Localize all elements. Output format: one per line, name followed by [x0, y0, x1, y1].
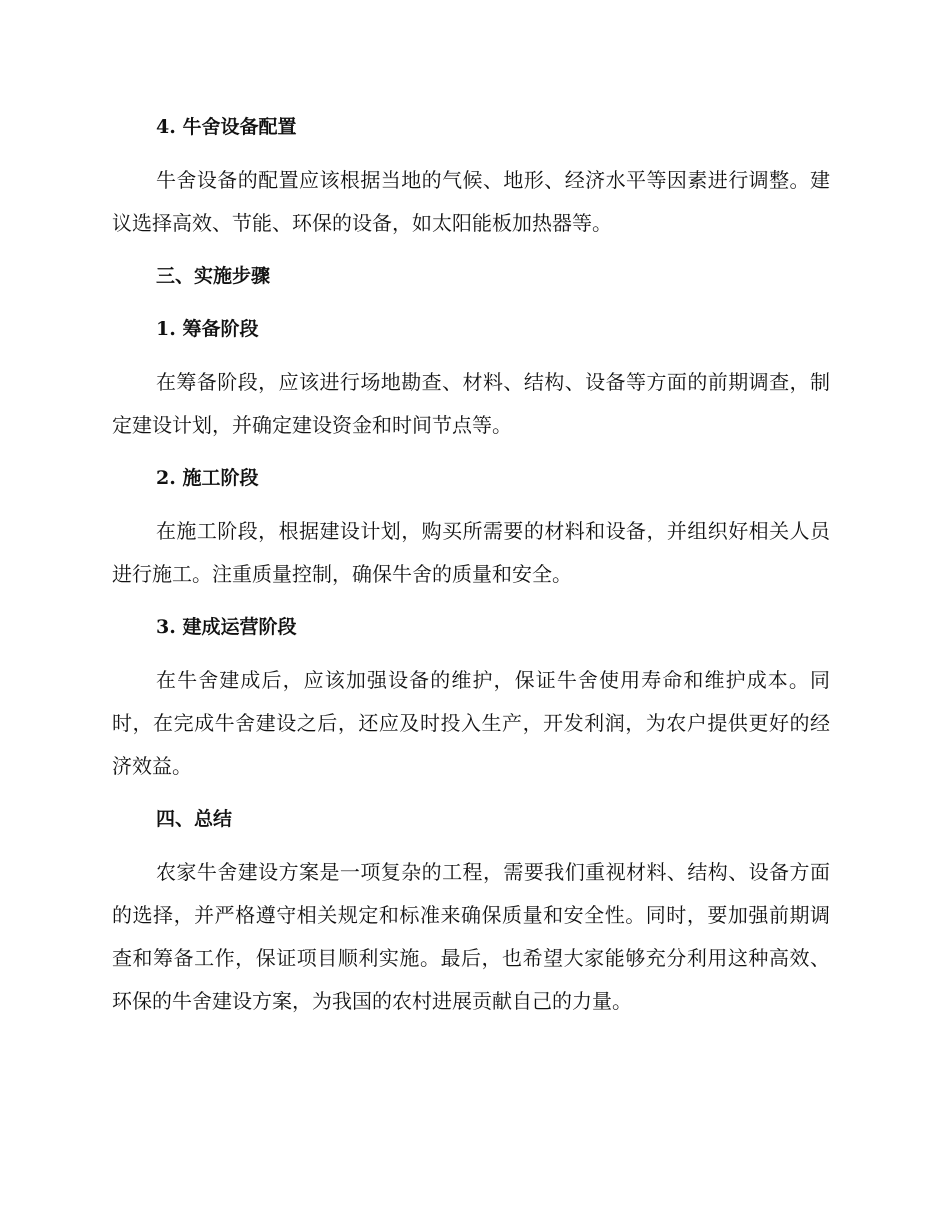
paragraph-equipment: 牛舍设备的配置应该根据当地的气候、地形、经济水平等因素进行调整。建议选择高效、节能、环保的设备，如太阳能板加热器等。: [112, 168, 830, 235]
section-heading-construction: 2. 施工阶段: [156, 467, 259, 489]
section-heading-preparation: 1. 筹备阶段: [156, 318, 259, 340]
paragraph-construction: 在施工阶段，根据建设计划，购买所需要的材料和设备，并组织好相关人员进行施工。注重质量控制，确保牛舍的质量和安全。: [112, 519, 830, 586]
paragraph-preparation: 在筹备阶段，应该进行场地勘查、材料、结构、设备等方面的前期调查，制定建设计划，并确定建设资金和时间节点等。: [112, 370, 830, 437]
document-body: [112, 106, 830, 1033]
section-heading-equipment: 4. 牛舍设备配置: [156, 116, 297, 138]
section-heading-summary: 四、总结: [156, 808, 233, 830]
paragraph-operation: 在牛舍建成后，应该加强设备的维护，保证牛舍使用寿命和维护成本。同时，在完成牛舍建设之后，还应及时投入生产，开发利润，为农户提供更好的经济效益。: [112, 668, 830, 778]
paragraph-summary: 农家牛舍建设方案是一项复杂的工程，需要我们重视材料、结构、设备方面的选择，并严格遵守相关规定和标准来确保质量和安全性。同时，要加强前期调查和筹备工作，保证项目顺利实施。最后，也希望大家能够充分利用这种高效、环保的牛舍建设方案，为我国的农村进展贡献自己的力量。: [112, 860, 830, 1013]
section-heading-operation: 3. 建成运营阶段: [156, 616, 297, 638]
section-heading-implementation: 三、实施步骤: [156, 265, 271, 287]
